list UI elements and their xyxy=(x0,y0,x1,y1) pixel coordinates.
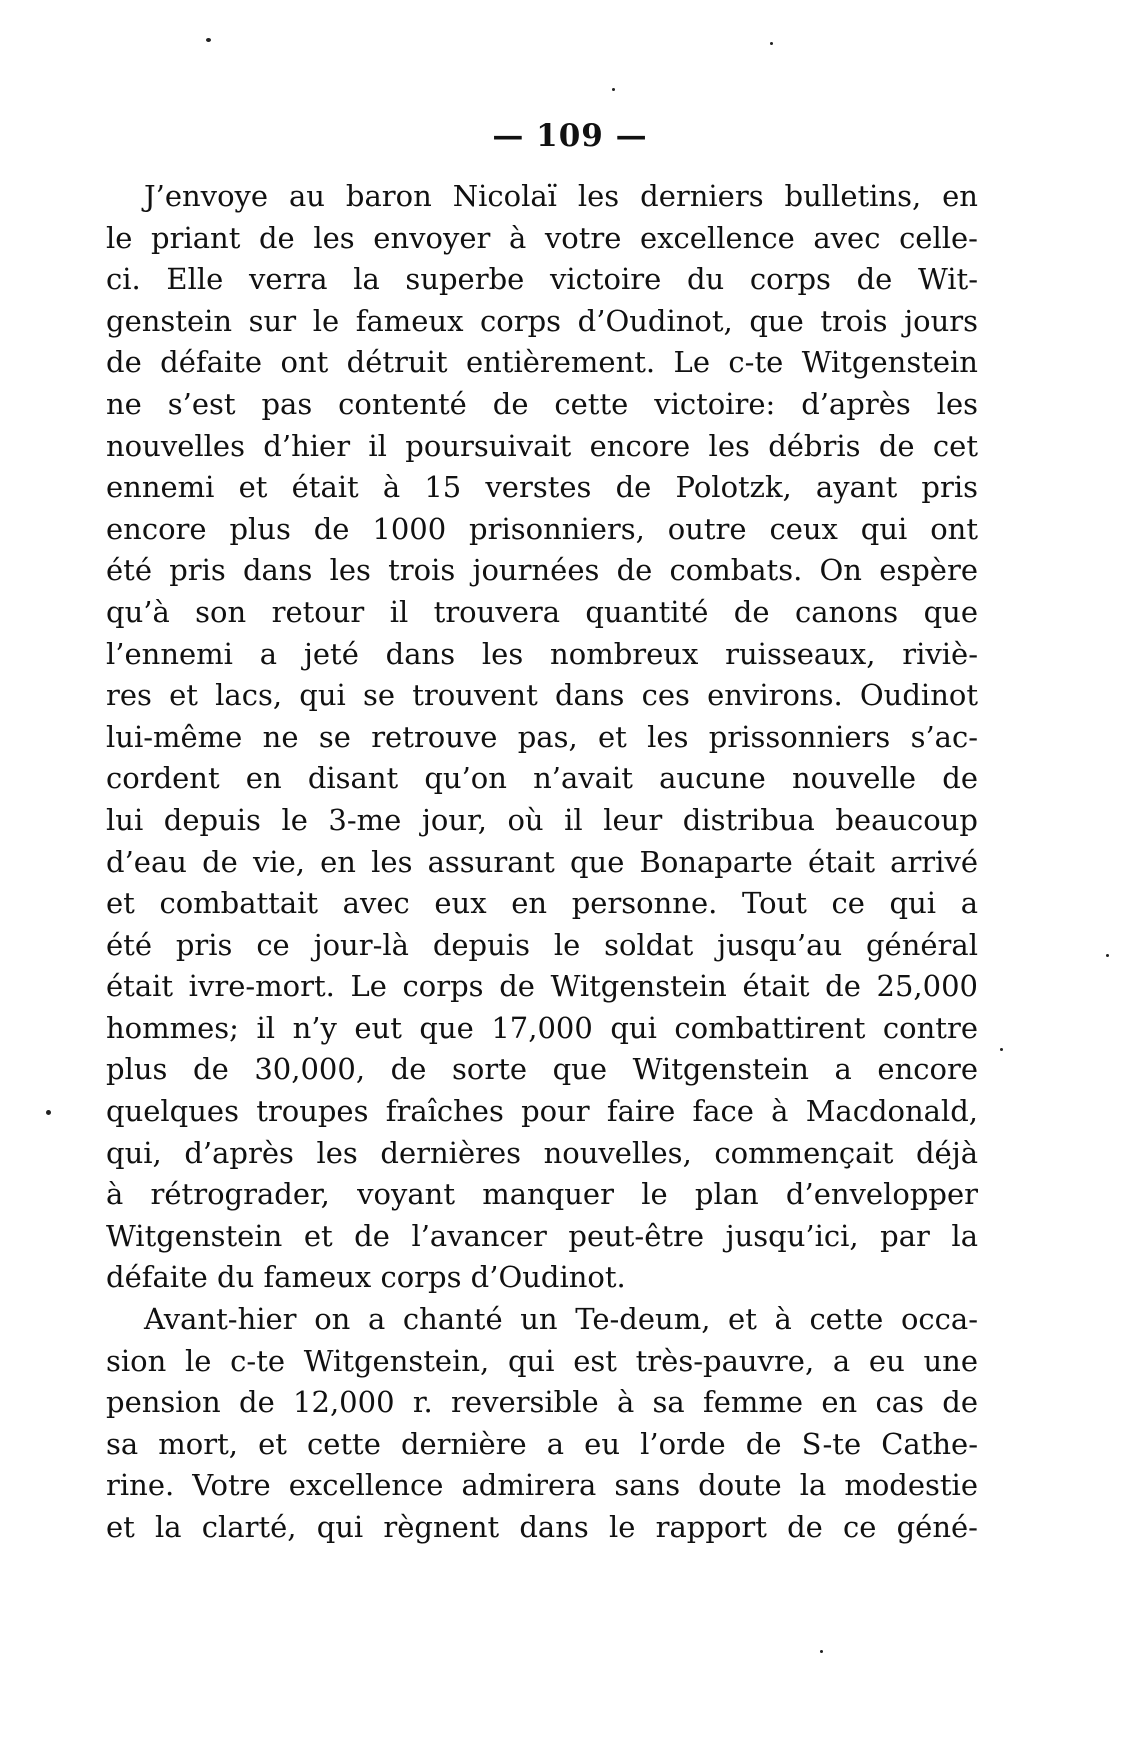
body-text xyxy=(106,176,978,1549)
paragraph xyxy=(106,1299,978,1549)
text-line: encore plus de 1000 prisonniers, outre ceux qui ont xyxy=(106,511,978,546)
text-line: res et lacs, qui se trouvent dans ces environs. Oudinot xyxy=(106,678,978,713)
page-number: — 109 — xyxy=(492,118,648,154)
text-line: l’ennemi a jeté dans les nombreux ruisseaux, riviè- xyxy=(106,636,978,671)
text-line: d’eau de vie, en les assurant que Bonaparte était arrivé xyxy=(106,844,978,879)
text-line: nouvelles d’hier il poursuivait encore les débris de cet xyxy=(106,428,978,463)
text-line: plus de 30,000, de sorte que Witgenstein a encore xyxy=(106,1052,978,1087)
text-line: de défaite ont détruit entièrement. Le c-te Witgenstein xyxy=(106,345,978,380)
ink-speck xyxy=(206,38,211,42)
ink-speck xyxy=(46,1110,51,1115)
text-line: cordent en disant qu’on n’avait aucune nouvelle de xyxy=(106,761,978,796)
text-line: ennemi et était à 15 verstes de Polotzk, ayant pris xyxy=(106,470,978,505)
text-line: été pris dans les trois journées de combats. On espère xyxy=(106,553,978,588)
text-line: Avant-hier on a chanté un Te-deum, et à cette occa- xyxy=(144,1302,978,1337)
text-line: J’envoye au baron Nicolaï les derniers bulletins, en xyxy=(144,179,978,213)
text-line: le priant de les envoyer à votre excellence avec celle- xyxy=(106,220,978,255)
ink-speck xyxy=(820,1650,823,1653)
ink-speck xyxy=(1000,1048,1003,1051)
text-line: été pris ce jour-là depuis le soldat jusqu’au général xyxy=(106,927,978,962)
text-line: et la clarté, qui règnent dans le rapport de ce géné- xyxy=(106,1510,978,1544)
text-line: qui, d’après les dernières nouvelles, commençait déjà xyxy=(106,1135,978,1170)
text-line: sa mort, et cette dernière a eu l’orde de S-te Cathe- xyxy=(106,1426,978,1461)
text-line: rine. Votre excellence admirera sans doute la modestie xyxy=(106,1468,978,1503)
text-line: ci. Elle verra la superbe victoire du corps de Wit- xyxy=(106,262,978,297)
text-line: qu’à son retour il trouvera quantité de canons que xyxy=(106,594,978,629)
ink-speck xyxy=(1106,954,1109,957)
text-line: sion le c-te Witgenstein, qui est très-pauvre, a eu une xyxy=(106,1343,978,1378)
text-line: genstein sur le fameux corps d’Oudinot, que trois jours xyxy=(106,303,978,338)
text-line: quelques troupes fraîches pour faire face à Macdonald, xyxy=(106,1094,978,1129)
paragraph xyxy=(106,176,978,1299)
text-line: lui depuis le 3-me jour, où il leur distribua beaucoup xyxy=(106,802,978,837)
text-line: à rétrograder, voyant manquer le plan d’envelopper xyxy=(106,1177,978,1212)
text-line: et combattait avec eux en personne. Tout ce qui a xyxy=(106,886,978,921)
ink-speck xyxy=(770,42,773,45)
text-line: défaite du fameux corps d’Oudinot. xyxy=(106,1260,626,1295)
text-line: hommes; il n’y eut que 17,000 qui combattirent contre xyxy=(106,1010,978,1045)
text-line: lui-même ne se retrouve pas, et les prissonniers s’ac- xyxy=(106,719,978,754)
text-line: pension de 12,000 r. reversible à sa femme en cas de xyxy=(106,1385,978,1420)
ink-speck xyxy=(612,88,615,91)
text-line: Witgenstein et de l’avancer peut-être jusqu’ici, par la xyxy=(106,1218,978,1253)
text-line: était ivre-mort. Le corps de Witgenstein était de 25,000 xyxy=(106,969,978,1004)
text-line: ne s’est pas contenté de cette victoire: d’après les xyxy=(106,386,978,421)
